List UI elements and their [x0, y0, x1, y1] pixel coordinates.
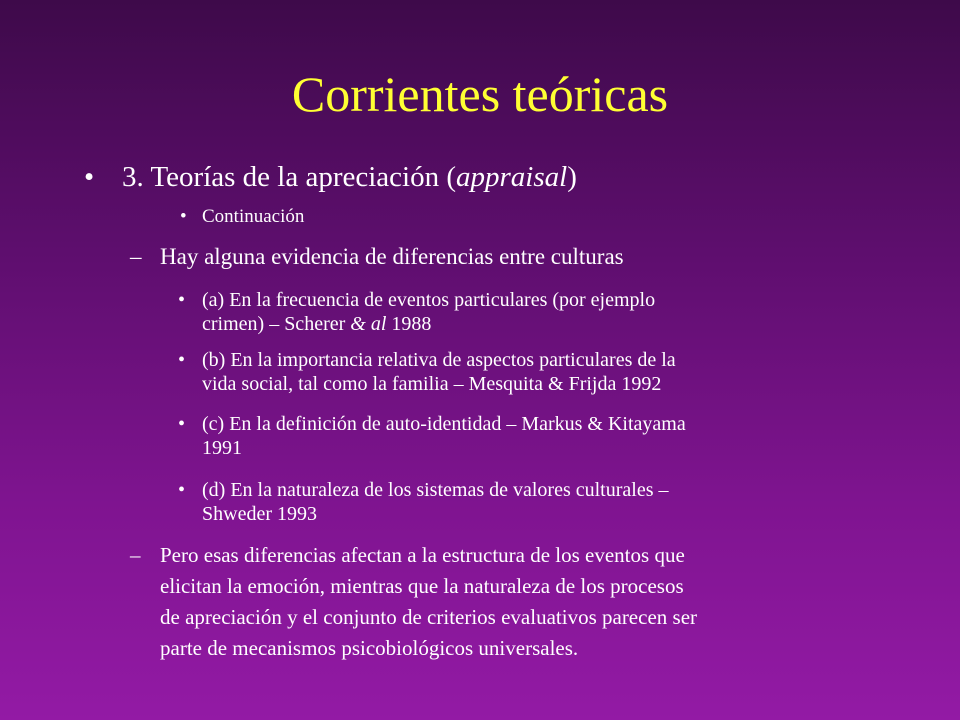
heading-text [122, 160, 577, 194]
item-b-text [202, 348, 676, 396]
item-c-line2: 1991 [202, 437, 242, 459]
item-c-line1: (c) En la definición de auto-identidad – Markus & Kitayama [202, 413, 686, 435]
point1-dash: – [130, 244, 142, 269]
item-a-line2-italic: & al [350, 313, 387, 335]
point2-line4: parte de mecanismos psicobiológicos universales. [160, 636, 579, 660]
item-d-bullet: • [178, 479, 186, 501]
heading-text-after: ) [567, 161, 577, 193]
item-a-line2-before: crimen) – Scherer [202, 313, 351, 335]
heading-text-before: 3. Teorías de la apreciación ( [122, 161, 456, 193]
heading-text-italic: appraisal [456, 161, 568, 193]
item-d-line2: Shweder 1993 [202, 503, 317, 525]
item-d-text [202, 478, 669, 526]
item-d-line1: (d) En la naturaleza de los sistemas de valores culturales – [202, 479, 669, 501]
item-b-line2: vida social, tal como la familia – Mesquita & Frijda 1992 [202, 373, 662, 395]
point2-text [160, 540, 697, 664]
item-a-text [202, 288, 655, 336]
heading-bullet: • [84, 161, 95, 193]
point2-line2: elicitan la emoción, mientras que la naturaleza de los procesos [160, 574, 684, 598]
item-a-line2-after: 1988 [386, 313, 432, 335]
item-c-text [202, 412, 686, 460]
item-a-line2 [202, 312, 655, 336]
sub-note-text: Continuación [202, 206, 305, 227]
point2-line1: Pero esas diferencias afectan a la estructura de los eventos que [160, 543, 685, 567]
point1-text: Hay alguna evidencia de diferencias entre culturas [160, 244, 624, 269]
item-a-bullet: • [178, 289, 186, 311]
point2-line3: de apreciación y el conjunto de criterios evaluativos parecen ser [160, 605, 698, 629]
item-b-line1: (b) En la importancia relativa de aspectos particulares de la [202, 349, 676, 371]
sub-note-bullet: • [180, 206, 187, 227]
slide-title: Corrientes teóricas [291, 66, 669, 122]
item-c-bullet: • [178, 413, 186, 435]
item-a-line1: (a) En la frecuencia de eventos particulares (por ejemplo [202, 289, 656, 311]
point2-dash: – [130, 543, 141, 567]
item-b-bullet: • [178, 349, 186, 371]
